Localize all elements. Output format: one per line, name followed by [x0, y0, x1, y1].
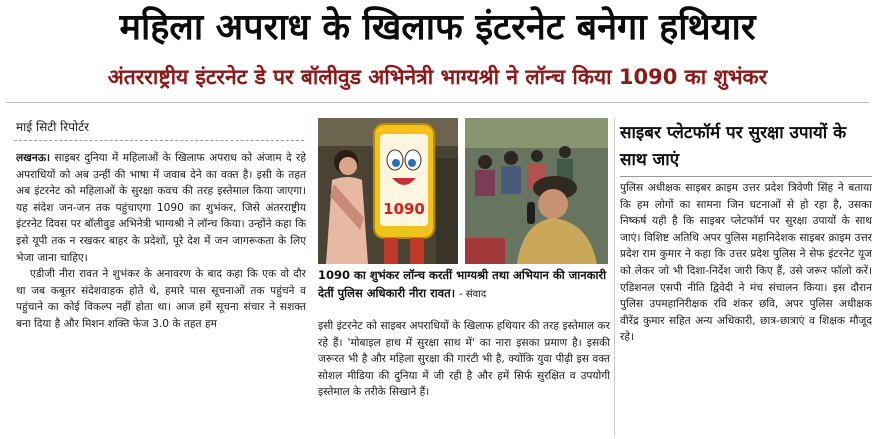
audience-head-1	[478, 155, 492, 169]
mascot-right-pupil	[408, 159, 416, 167]
headline: महिला अपराध के खिलाफ इंटरनेट बनेगा हथियार	[119, 7, 756, 48]
audience-foreground	[465, 238, 505, 264]
photo-mascot-launch	[318, 118, 458, 264]
audience-head-2	[504, 151, 518, 165]
sidebar-divider	[614, 118, 615, 436]
byline-divider	[14, 140, 304, 141]
audience-head-4	[559, 146, 571, 158]
article-column-2: इसी इंटरनेट को साइबर अपराधियों के खिलाफ हथियार की तरह इस्तेमाल कर रहे हैं। 'मोबाइल हाथ में सुरक्षा साथ में' का नारा इसका प्रमाण है। इसकी जरूरत भी है और महिला सुरक्षा की गारंटी भी है, क्योंकि युवा पीढ़ी इस वक्त सोशल मीडिया की दुनिया में जी रही है और हमें सिर्फ सुरक्षित व उपयोगी इस्तेमाल के तरीके सिखाने हैं।	[318, 320, 610, 399]
audience-body-1	[475, 170, 495, 196]
byline: माई सिटी रिपोर्टर	[16, 120, 90, 134]
paragraph-1-text: साइबर दुनिया में महिलाओं के खिलाफ अपराध को अंजाम दे रहे अपराधियों को अब उन्हीं की भाषा में जवाब देने का वक्त है। इसी के तहत अब इंटरनेट को महिलाओं के सुरक्षा कवच की तरह इस्तेमाल किया जाएगा। यह संदेश जन-जन तक पहुंचाएगा 1090 का शुभंकर, जिसे अंतरराष्ट्रीय इंटरनेट दिवस पर बॉलीवुड अभिनेत्री भाग्यश्री ने लॉन्च किया। उन्होंने कहा कि इसे यूपी तक न रखकर बाहर के प्रदेशों, पूरे देश में जन जागरूकता के लिए भेजा जाना चाहिए।	[16, 152, 306, 264]
dateline: लखनऊ।	[16, 152, 51, 164]
paragraph-1	[16, 150, 306, 266]
microphone	[527, 202, 535, 224]
photo-police-officer	[465, 118, 608, 264]
sidebar-heading-divider	[620, 176, 872, 177]
paragraph-2: एडीजी नीरा रावत ने शुभंकर के अनावरण के बाद कहा कि एक वो दौर था जब कबूतर संदेशवाहक होते थे, हमारे पास सूचनाओं तक पहुंचने व पहुंचाने का कोई विकल्प नहीं होता था। आज हमें सूचना संचार ने सशक्त बना दिया है और मिशन शक्ति फेज 3.0 के तहत हम	[16, 268, 306, 330]
sidebar-heading: साइबर प्लेटफॉर्म पर सुरक्षा उपायों के साथ जाएं	[620, 123, 847, 170]
mascot-left-pupil	[392, 159, 400, 167]
sidebar-text: पुलिस अधीक्षक साइबर क्राइम उत्तर प्रदेश त्रिवेणी सिंह ने बताया कि हम लोगों का सामना जिन घटनाओं से हो रहा है, उसका निष्कर्ष यही है कि साइबर प्लेटफॉर्म पर सुरक्षा उपायों के साथ जाएं। विशिष्ट अतिथि अपर पुलिस महानिदेशक साइबर क्राइम उत्तर प्रदेश राम कुमार ने कहा कि उत्तर प्रदेश पुलिस ने सेफ इंटरनेट यूज को लेकर जो भी दिशा-निर्देश जारी किए हैं, उसे जरूर फॉलो करें। एडिशनल एसपी नीति द्विवेदी ने मंच संचालन किया। इस दौरान पुलिस उपमहानिरीक्षक रवि शंकर छवि, अपर पुलिस अधीक्षक वीरेंद्र कुमार सहित अन्य अधिकारी, छात्र-छात्राएं व शिक्षक मौजूद रहे।	[620, 182, 872, 344]
photo-ceiling	[465, 118, 608, 148]
mascot-screen-label: 1090	[383, 200, 425, 218]
actress-face	[339, 157, 357, 175]
subheadline: अंतरराष्ट्रीय इंटरनेट डे पर बॉलीवुड अभिनेत्री भाग्यश्री ने लॉन्च किया 1090 का शुभंकर	[107, 65, 768, 89]
photo-police-officer-illustration	[465, 118, 608, 264]
headline-divider	[6, 102, 869, 103]
photo-caption	[318, 266, 610, 304]
officer-face	[538, 189, 568, 219]
audience-head-3	[531, 150, 543, 162]
article-column-1	[16, 150, 306, 438]
mascot-left-leg	[384, 238, 398, 264]
photo-caption-text: 1090 का शुभंकर लॉन्च करतीं भाग्यश्री तथा अभियान की जानकारी देतीं पुलिस अधिकारी नीरा रावत।	[318, 268, 607, 300]
photo-mascot-launch-illustration	[318, 118, 458, 264]
mascot-right-leg	[410, 238, 424, 264]
audience-body-2	[501, 166, 521, 194]
photo-background-person	[436, 158, 458, 264]
photo-caption-source: - संवाद	[459, 289, 487, 300]
